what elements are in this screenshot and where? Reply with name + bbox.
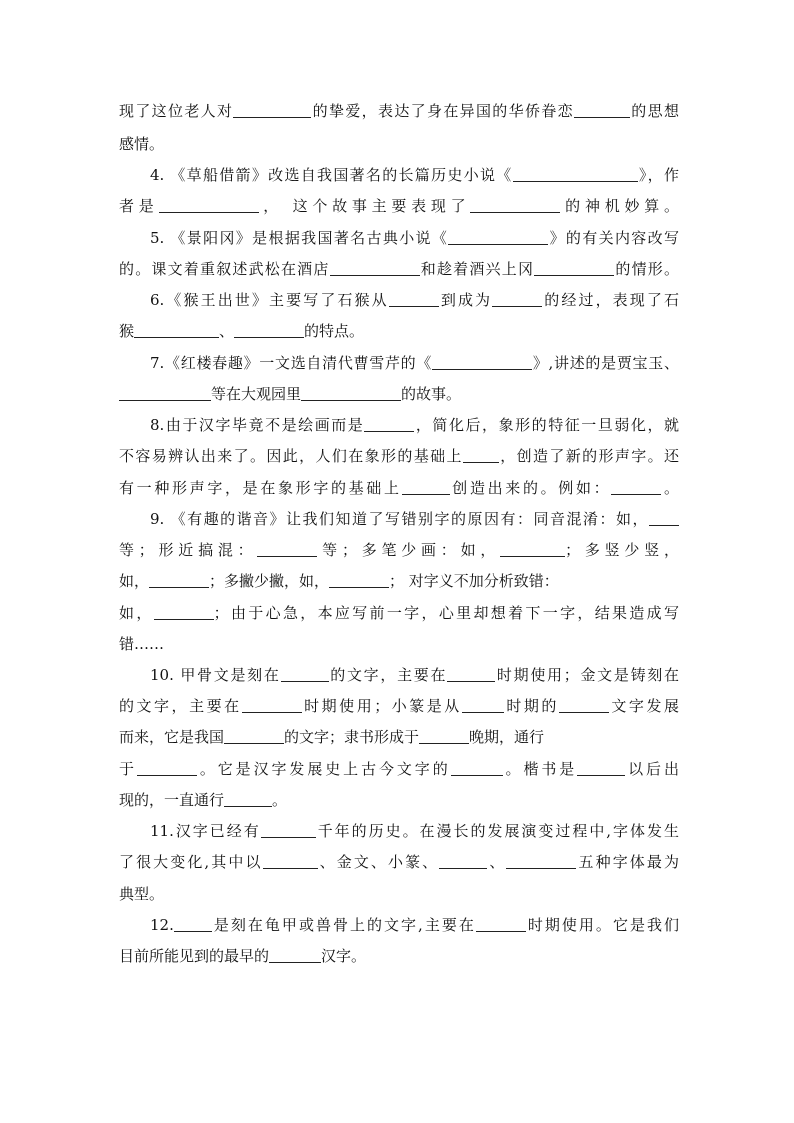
q11-line-3: 典型。	[119, 885, 165, 903]
q8-line-1: 8.由于汉字毕竟不是绘画而是 ，简化后，象形的特征一旦弱化，就	[150, 416, 679, 434]
answer-blank[interactable]	[389, 291, 439, 307]
answer-blank[interactable]	[261, 822, 316, 838]
answer-blank[interactable]	[233, 102, 311, 118]
q5-line-1: 5. 《景阳冈》是根据我国著名古典小说《 》的有关内容改写	[150, 229, 679, 247]
answer-blank[interactable]	[439, 853, 487, 869]
answer-blank[interactable]	[329, 572, 389, 588]
answer-blank[interactable]	[159, 197, 259, 213]
q9-line-3: 如， ；多撇少撇，如， ； 对字义不加分析致错：	[119, 572, 559, 590]
answer-blank[interactable]	[174, 916, 212, 932]
answer-blank[interactable]	[242, 697, 302, 713]
answer-blank[interactable]	[611, 479, 661, 495]
answer-blank[interactable]	[119, 385, 211, 401]
answer-blank[interactable]	[470, 197, 560, 213]
q10-line-3: 而来，它是我国 的文字；隶书形成于 晚期，通行	[119, 728, 545, 746]
q3-line-2: 感情。	[119, 135, 165, 153]
answer-blank[interactable]	[154, 604, 214, 620]
q6-line-1: 6.《猴王出世》主要写了石猴从 到成为 的经过，表现了石	[150, 291, 679, 309]
answer-blank[interactable]	[330, 260, 420, 276]
q11-line-1: 11.汉字已经有 千年的历史。在漫长的发展演变过程中,字体发生	[150, 822, 679, 840]
answer-blank[interactable]	[257, 541, 317, 557]
q10-line-2: 的文字，主要在 时期使用；小篆是从 时期的 文字发展	[119, 697, 679, 715]
answer-blank[interactable]	[506, 853, 576, 869]
q4-line-1: 4. 《草船借箭》改选自我国著名的长篇历史小说《 》，作	[150, 166, 679, 184]
answer-blank[interactable]	[402, 479, 450, 495]
q6-line-2: 猴 、 的特点。	[119, 322, 365, 340]
q12-line-2: 目前所能见到的最早的 汉字。	[119, 947, 367, 965]
answer-blank[interactable]	[577, 760, 625, 776]
answer-blank[interactable]	[134, 322, 219, 338]
answer-blank[interactable]	[476, 916, 526, 932]
q9-line-1: 9. 《有趣的谐音》让我们知道了写错别字的原因有：同音混淆：如，	[150, 509, 679, 529]
answer-blank[interactable]	[364, 416, 414, 432]
q9-line-4: 如， ；由于心急，本应写前一字，心里却想着下一字，结果造成写	[119, 604, 679, 622]
q8-line-2: 不容易辨认出来了。因此，人们在象形的基础上 ，创造了新的形声字。还	[119, 447, 679, 465]
q9-line-2: 等；形近搞混： 等；多笔少画：如， ；多竖少竖，	[119, 541, 679, 559]
answer-blank[interactable]	[462, 697, 504, 713]
q9-line-5: 错……	[119, 635, 165, 653]
q3-line-1: 现了这位老人对 的挚爱，表达了身在异国的华侨眷恋 的思想	[119, 102, 679, 120]
answer-blank[interactable]	[269, 947, 321, 963]
q11-line-2: 了很大变化,其中以 、金文、小篆、 、 五种字体最为	[119, 853, 679, 871]
answer-blank[interactable]	[574, 102, 630, 118]
answer-blank[interactable]	[301, 385, 401, 401]
answer-blank[interactable]	[451, 760, 503, 776]
answer-blank[interactable]	[447, 666, 495, 682]
answer-blank[interactable]	[500, 541, 565, 557]
answer-blank[interactable]	[137, 760, 197, 776]
q4-line-2: 者是 ， 这个故事主要表现了 的神机妙算。	[119, 197, 679, 215]
answer-blank[interactable]	[281, 666, 329, 682]
q5-line-2: 的。课文着重叙述武松在酒店 和趁着酒兴上冈 的情形。	[119, 260, 679, 278]
answer-blank[interactable]	[559, 697, 609, 713]
q7-line-2: 等在大观园里 的故事。	[119, 384, 679, 404]
answer-blank[interactable]	[492, 291, 542, 307]
q7-line-1: 7.《红楼春趣》一文选自清代曹雪芹的《 》,讲述的是贾宝玉、	[150, 354, 679, 372]
q10-line-4: 于 。它是汉字发展史上古今文字的 。楷书是 以后出	[119, 760, 679, 778]
answer-blank[interactable]	[224, 791, 272, 807]
q8-line-3: 有一种形声字，是在象形字的基础上 创造出来的。例如： 。	[119, 479, 679, 497]
answer-blank[interactable]	[224, 728, 284, 744]
q12-line-1: 12. 是刻在龟甲或兽骨上的文字,主要在 时期使用。它是我们	[150, 916, 679, 934]
answer-blank[interactable]	[263, 853, 318, 869]
answer-blank[interactable]	[649, 510, 679, 526]
answer-blank[interactable]	[149, 572, 209, 588]
answer-blank[interactable]	[534, 260, 614, 276]
answer-blank[interactable]	[234, 322, 304, 338]
q10-line-1: 10. 甲骨文是刻在 的文字，主要在 时期使用；金文是铸刻在	[150, 666, 679, 684]
answer-blank[interactable]	[463, 447, 499, 463]
answer-blank[interactable]	[419, 728, 469, 744]
q10-line-5: 现的，一直通行 。	[119, 791, 288, 809]
answer-blank[interactable]	[432, 354, 532, 370]
answer-blank[interactable]	[448, 229, 548, 245]
answer-blank[interactable]	[513, 166, 638, 182]
